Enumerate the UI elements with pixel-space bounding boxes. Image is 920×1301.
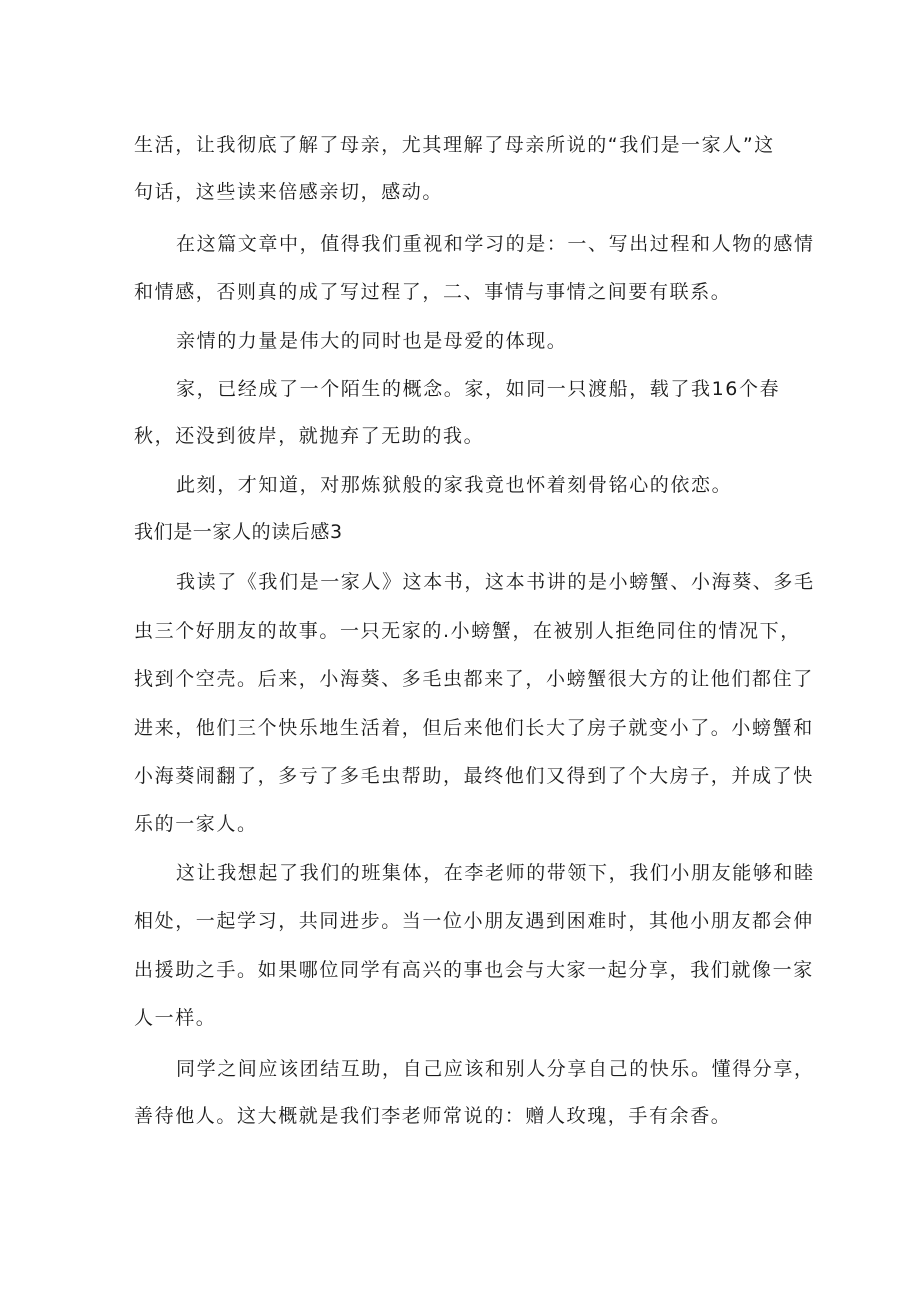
- paragraph-line: 句话，这些读来倍感亲切，感动。: [134, 181, 444, 203]
- paragraph-line: 同学之间应该团结互助，自己应该和别人分享自己的快乐。懂得分享，: [176, 1058, 815, 1080]
- paragraph-line: 进来，他们三个快乐地生活着，但后来他们长大了房子就变小了。小螃蟹和: [134, 717, 814, 739]
- paragraph-line: 这让我想起了我们的班集体，在李老师的带领下，我们小朋友能够和睦: [176, 862, 815, 884]
- paragraph-line: 秋，还没到彼岸，就抛弃了无助的我。: [134, 425, 485, 447]
- section-heading: 我们是一家人的读后感3: [134, 521, 343, 543]
- paragraph-line: 家，已经成了一个陌生的概念。家，如同一只渡船，载了我16个春: [176, 378, 781, 400]
- paragraph-line: 乐的一家人。: [134, 813, 258, 835]
- paragraph-line: 我读了《我们是一家人》这本书，这本书讲的是小螃蟹、小海葵、多毛: [176, 571, 815, 593]
- paragraph-line: 生活，让我彻底了解了母亲，尤其理解了母亲所说的“我们是一家人”这: [134, 134, 775, 156]
- paragraph-line: 和情感，否则真的成了写过程了，二、事情与事情之间要有联系。: [134, 281, 732, 303]
- paragraph-line: 善待他人。这大概就是我们李老师常说的：赠人玫瑰，手有余香。: [134, 1105, 732, 1127]
- paragraph-line: 人一样。: [134, 1007, 217, 1029]
- paragraph-line: 虫三个好朋友的故事。一只无家的.小螃蟹，在被别人拒绝同住的情况下，: [134, 620, 801, 642]
- paragraph-line: 亲情的力量是伟大的同时也是母爱的体现。: [176, 330, 568, 352]
- paragraph-line: 小海葵闹翻了，多亏了多毛虫帮助，最终他们又得到了个大房子，并成了快: [134, 765, 814, 787]
- paragraph-line: 出援助之手。如果哪位同学有高兴的事也会与大家一起分享，我们就像一家: [134, 959, 814, 981]
- paragraph-line: 相处，一起学习，共同进步。当一位小朋友遇到困难时，其他小朋友都会伸: [134, 910, 814, 932]
- paragraph-line: 在这篇文章中，值得我们重视和学习的是：一、写出过程和人物的感情: [176, 233, 815, 255]
- paragraph-line: 此刻，才知道，对那炼狱般的家我竟也怀着刻骨铭心的依恋。: [176, 474, 733, 496]
- paragraph-line: 找到个空壳。后来，小海葵、多毛虫都来了，小螃蟹很大方的让他们都住了: [134, 668, 814, 690]
